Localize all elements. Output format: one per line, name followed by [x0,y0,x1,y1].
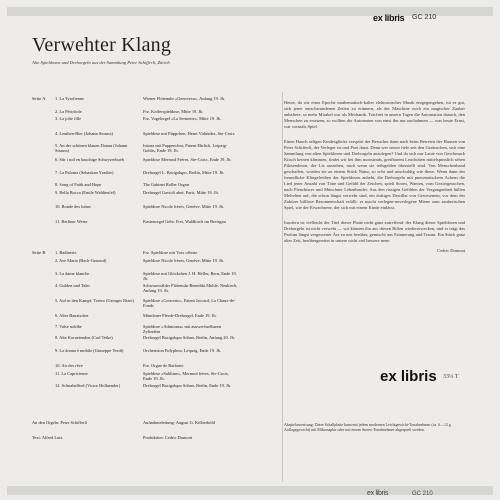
track-title: 6. Alter Bauzischer [55,313,89,318]
brand-logo-middle: ex libris [380,368,437,385]
track-instrument: Intona mit Puppenchor, Patent Ehrlich, Leipzig-Gohlis, Ende 19. Jh. [143,143,228,154]
track-title: 5. An der schönen blauen Donau (Johann Strauss) [55,143,128,154]
track-title: 6. Stir i nid en bauchige Schwyzerbueb [55,157,124,162]
brand-logo-top: ex libris [373,13,405,23]
track-title: 7. Valse noblhe [55,324,82,329]
liner-paragraph-2: Einen Hauch seligen Kindesglücks verspürt der Besucher dann nach beim Betreten der Hausen von Peter Schifferli, der Verleger ist und Poet dazu. Denn wer steure fiele seit den Geräuschen, sich eine Sammlung von alten Spieldosen und Drehorgeln anzulegen? Und da sich nur Laute von Geschmack Kitsch keinen klimmen, findet wir bei ihm moosirnds, greifbarem Leuchtäten mittelspinnlich sehen Pilzsendesen, der Lis aussehen, nach wenn sie teilsgelden überstellt sind. Von Menschenhand geschaffen, worden sie zu einem Stück Natur, so echt und unschuldig wie diese. Wenn dann der freundliche Klingelreihen der Spieldosen anhebt, die Drehorgeln mit pneumatischem Achem die Lied jener Anzahl von Töne und Gefühl der Zeichen, spielt Strom, Wanten, vom Geziergesuchen, nach Pienchisrer und Münchner Lebenbruder. Aus den rissigen Gefilden der Vergangenheit hüllen Melodien auf, die schon längst verweht sind, ein duftiges Destillat von Gewesenem, vor dem der Zuhörer hilflose Besonnenschaft erfällt: er macht verlegen-unverlegene Miene zum zauberischen Spiel, wie der Erwachsene, der sich mit einem Kinde einlässt. [284,139,465,210]
track-instrument: Frz. Kofferspieldose, Mitte 19. Jh. [143,109,204,114]
track-title: 11. Berliner Weise [55,219,88,224]
track-instrument: Drehorgel L. Bacigalupo, Berlin, Mitte 19. Jh. [143,170,225,175]
catalog-number-bottom: GC 210 [412,491,433,497]
speed-label: 33⅓ T [443,374,459,380]
track-instrument: Schwarzwälder Flötenuhr Benedikt Muhle, Neukirch, Anfang 19. Jh. [143,283,238,294]
playback-note: Abspielanweisung: Diese Schallplatte kann mit jedem modernen Leichtgewicht-Tonabnehmer (ca. 6—12 g Auflagegewicht) mit Mikrosaphir oder mit einem Stereo-Tonabnehmer abgespielt werden. [284,423,451,433]
track-title: 11. La Capricieuse [55,371,88,376]
track-title: 7. La Paloma (Sebastian Yradier) [55,170,114,175]
track-instrument: Münchner Pferde-Drehorgel, Ende 19. Jh. [143,313,217,318]
track-title: 1. Badinerie [55,250,77,255]
album-title: Verwehter Klang [32,34,172,56]
track-title: 10. Ronde des lutins [55,204,91,209]
liner-notes [284,100,465,254]
track-instrument: Drehorgel Bacigalupo Söhne, Berlin, Anfang 20. Jh. [143,335,235,340]
track-title: 8. Song of Faith and Hope [55,182,102,187]
side-b-label: Seite B [32,250,46,255]
liner-paragraph-1: Heute, da wir einer Epoche mathematisch-kalter elektronischer Musik entgegengehen, tut es gut, sich jener entschwundenen Zeiten zu erinnern, als der Maschine noch ein magischer Zauber anhaftete, so mehr Mirakel war als Mechanik. Trachtet in unsern Tagen die Automation danach, den Menschen zu ersetzen, so wollten die Automaten von einst ihn nur nachahmen — was heute Ernst, war vormals Spiel. [284,100,465,129]
track-title: 9. Bella Bocca (Emile Waldteufel) [55,190,116,195]
track-instrument: Frz. Vogelorgel «La Serinette», Mitte 19. Jh. [143,116,222,121]
track-instrument: Drehorgel Gavioli aîné, Paris, Mitte 19. Jh. [143,190,219,195]
track-instrument: The Gabinet Roller Organ [143,182,189,187]
track-instrument: Frz. Spieldose mit Voix céleste [143,250,198,255]
track-instrument: Spieldose Nicole frères, Genève, Mitte 19. Jh. [143,204,224,209]
track-instrument: Spieldose mit Glöckchen J. H. Heller, Bern, Ende 19. Jh. [143,271,237,282]
track-title: 4. Gulden und Taler [55,283,90,288]
credit-recording: Aufnahmeleitung: August G. Kölberhöld [143,420,215,425]
liner-paragraph-3: Insofern ist vielleicht der Titel dieser Platte nicht ganz zutreffend: der Klang dieser Spieldosen und Drehorgeln ist nicht verweht — wir können ihn aus diesen Rillen wiedererwecken, und er trägt das Parfum längst vergessener Ära zu uns herüber, gemischt aus Erinnerung und Traum. Ein Stück ganz alter Zeit, herübergerettet in unsere nicht viel bessere neue. [284,220,465,243]
track-title: 10. Air des rêve [55,363,83,368]
track-instrument: Spieldose «Concerto», Patent Jaccard, La Chaux-de-Fonds [143,298,236,309]
track-title: 8. Alte Kornetenden (Carl Teike) [55,335,113,340]
credit-text: Text: Alfred Lutz [32,435,63,440]
track-instrument: Wiener Flötenuhr «Genoveva», Anfang 19. Jh. [143,96,226,101]
track-title: 5. Auf in den Kampf, Torero (Georges Bizet) [55,298,134,303]
track-title: 3. La jolie fille [55,116,82,121]
track-instrument: Spieldose Nicole frères, Genève, Mitte 19. Jh. [143,258,224,263]
credit-production: Produktion: Cedric Dumont [143,435,193,440]
brand-logo-bottom: ex libris [367,490,389,497]
track-instrument: Spieldose «Sublime», Mermod frères, Ste-Croix, Ende 19. Jh. [143,371,229,382]
track-title: 3. La dame blanche [55,271,90,276]
track-instrument: Drehorgel Bacigalupo Söhne, Berlin, Ende 19. Jh. [143,383,231,388]
header [32,34,282,65]
liner-signature: Cedric Dumont [437,248,465,253]
track-title: 1. La Tyrolienne [55,96,84,101]
track-instrument: Spieldose mit Püppchen, Henri Vidoudez, Ste-Croix [143,131,235,136]
track-instrument: Frz. Orgue de Barbarie [143,363,184,368]
track-instrument: Spieldose Mermod Frères, Ste-Croix, Ende 19. Jh. [143,157,232,162]
track-instrument: Kastenorgel Gebr. Frei, Waldkirch im Breisgau [143,219,226,224]
track-title: 9. La donna è mobile (Giuseppe Verdi) [55,348,124,353]
credit-organs: An den Orgeln: Peter Schifferli [32,420,87,425]
column-divider [282,92,283,482]
catalog-number-top: GC 210 [412,14,437,21]
track-title: 2. Ave Maria (Bach-Gounod) [55,258,107,263]
track-instrument: Orchestrion Polyphon, Leipzig, Ende 19. Jh. [143,348,222,353]
album-subtitle: Alte Spieldosen und Drehorgeln aus der Sammlung Peter Schifferli, Zürich [32,60,170,65]
track-title: 12. Schnabelfied (Victor Hollaender) [55,383,121,388]
track-title: 4. Leuthen-Bier (Johann Strauss) [55,131,114,136]
track-title: 2. La Périchole [55,109,82,114]
side-a-label: Seite A [32,96,46,101]
track-instrument: Spieldose «Adastonia» mit auswechselbaren Zylindern [143,324,222,335]
